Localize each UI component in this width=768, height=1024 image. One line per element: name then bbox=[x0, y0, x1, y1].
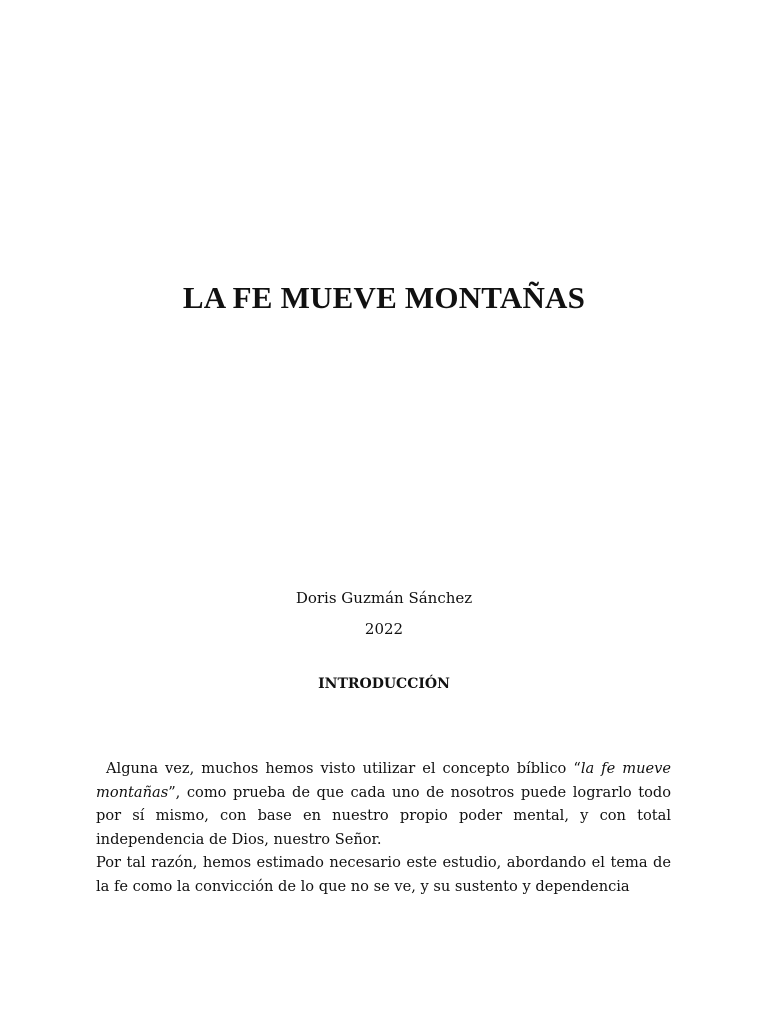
paragraph-1-rest: ”, como prueba de que cada uno de nosotros puede lograrlo todo por sí mismo, con base en nuestro propio poder mental, y con total independencia de Dios, nuestro Señor. bbox=[96, 783, 671, 848]
paragraph-1-lead: Alguna vez, muchos hemos visto utilizar el concepto bíblico “ bbox=[106, 760, 581, 777]
document-title: LA FE MUEVE MONTAÑAS bbox=[182, 280, 586, 315]
intro-paragraph-2: Por tal razón, hemos estimado necesario este estudio, abordando el tema de la fe como la convicción de lo que no se ve, y su sustento y dependencia bbox=[96, 854, 671, 895]
intro-paragraph-1 bbox=[96, 757, 671, 851]
section-heading: INTRODUCCIÓN bbox=[318, 676, 450, 692]
author-name: Doris Guzmán Sánchez bbox=[295, 589, 473, 607]
biblical-quote: la fe mueve montañas bbox=[96, 760, 671, 801]
publication-year: 2022 bbox=[364, 620, 404, 638]
introduction-body bbox=[96, 757, 671, 899]
